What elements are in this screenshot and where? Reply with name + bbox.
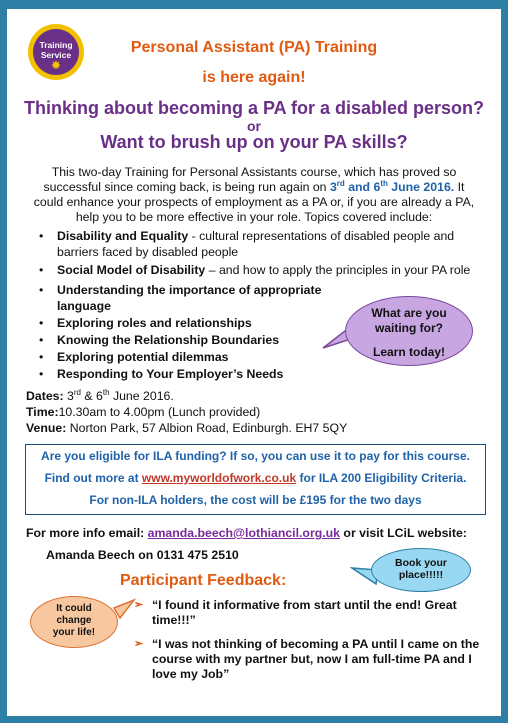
ila-funding-box: Are you eligible for ILA funding? If so, you can use it to pay for this course. Find out more at www.myworldofwork.co.uk for ILA 200 Eligibility Criteria. For non-ILA holders, the cost will be £195 for the two days: [25, 444, 486, 515]
logo-text-2: Service: [40, 50, 72, 60]
question-brush-up: Want to brush up on your PA skills?: [100, 132, 408, 152]
list-item: • Exploring roles and relationships: [39, 316, 252, 330]
list-item: • Disability and Equality - cultural representations of disabled people and: [39, 229, 455, 243]
question-become-pa: Thinking about becoming a PA for a disabled person?: [23, 98, 485, 118]
arrow-bullet-icon: ➢: [134, 638, 144, 650]
list-item: • Exploring potential dilemmas: [39, 350, 229, 364]
rosette-icon: ✸: [51, 60, 61, 72]
flyer-title: Personal Assistant (PA) Training: [130, 39, 378, 56]
list-item: • Knowing the Relationship Boundaries: [39, 333, 280, 347]
course-dates: 3rd and 6th June 2016.: [329, 178, 455, 194]
list-item: ➢ “I was not thinking of becoming a PA until I came on the course with my partner but, now I am full-time PA and I love my Job”: [134, 637, 480, 681]
feedback-quotes: [134, 598, 484, 691]
time-line: Time:10.30am to 4.00pm (Lunch provided): [26, 405, 261, 419]
dates-line: Dates: 3rd & 6th June 2016.: [26, 387, 174, 403]
arrow-bullet-icon: ➢: [134, 599, 144, 611]
speech-bubble-change: It could change your life!: [30, 596, 118, 648]
logo-text-1: Training: [39, 40, 73, 50]
email-link[interactable]: amanda.beech@lothiancil.org.uk: [147, 526, 341, 540]
speech-bubble-learn: What are you waiting for? Learn today!: [345, 296, 473, 366]
flyer-subtitle: is here again!: [202, 69, 306, 86]
speech-bubble-book: Book your place!!!!!: [371, 548, 471, 592]
list-item: ➢ “I found it informative from start until the end! Great time!!!”: [134, 598, 457, 627]
or-text: or: [247, 118, 261, 134]
feedback-heading: Participant Feedback:: [120, 572, 287, 589]
course-details: [26, 388, 347, 436]
list-item: • Understanding the importance of appropriate: [39, 283, 322, 297]
contact-line: For more info email: amanda.beech@lothiancil.org.uk or visit LCiL website:: [26, 526, 467, 540]
list-item: • Responding to Your Employer’s Needs: [39, 367, 284, 381]
myworldofwork-link[interactable]: www.myworldofwork.co.uk: [141, 471, 297, 485]
venue-line: Venue: Norton Park, 57 Albion Road, Edinburgh. EH7 5QY: [26, 421, 348, 435]
list-item: • Social Model of Disability – and how to apply the principles in your PA role: [39, 263, 471, 277]
list-item: barriers faced by disabled people: [57, 245, 239, 259]
list-item: language: [57, 299, 111, 313]
contact-phone: Amanda Beech on 0131 475 2510: [46, 548, 239, 562]
intro-paragraph: This two-day Training for Personal Assistants course, which has proved so successful since coming back, is being run again on 3rd and 6th June 2016. It could enhance your prospects of employment as a PA or, if you are already a PA, help you to be more effective in your role. Topics covered include:: [33, 165, 475, 224]
